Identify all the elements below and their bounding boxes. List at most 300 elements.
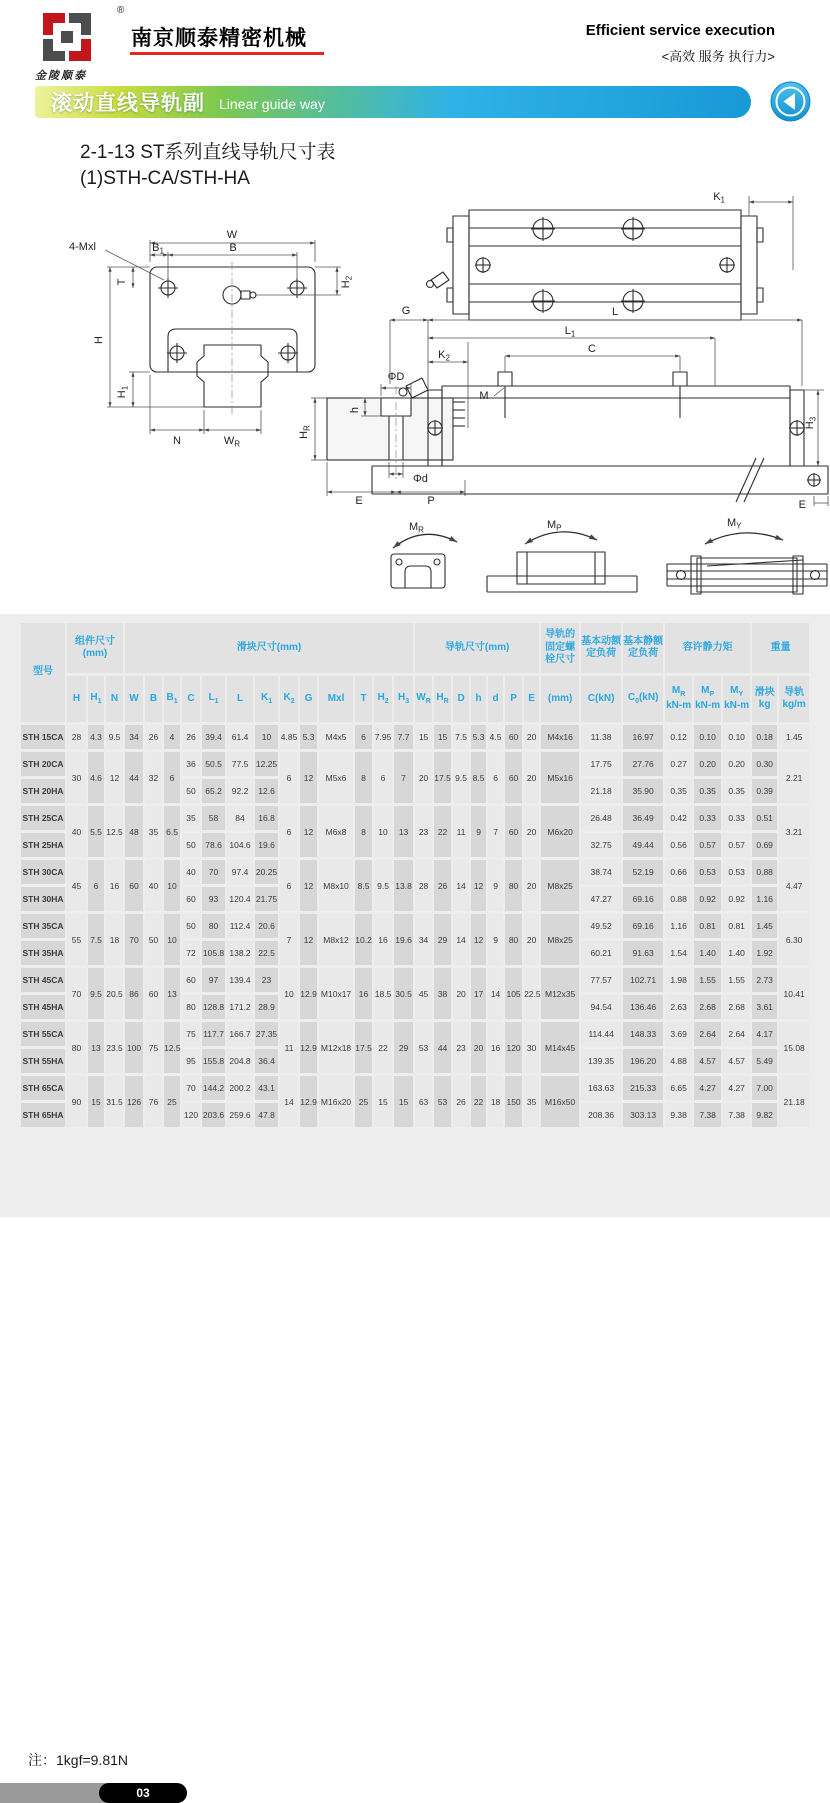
data-cell: 20 (524, 806, 539, 857)
data-cell: 26.48 (581, 806, 621, 830)
data-cell: 0.57 (694, 833, 721, 857)
column-header: $M_P$ kN-m (694, 676, 721, 722)
table-row (21, 725, 809, 749)
data-cell: 208.36 (581, 1103, 621, 1127)
data-cell: 8.5 (471, 752, 486, 803)
dim-label-k2: $K_2$ (438, 349, 450, 363)
data-cell: 0.69 (752, 833, 777, 857)
data-cell: M6x8 (319, 806, 353, 857)
data-cell: 102.71 (623, 968, 663, 992)
registered-trademark: ® (117, 5, 125, 16)
data-cell: 13.8 (394, 860, 413, 911)
data-cell: 0.53 (694, 860, 721, 884)
data-cell: 36 (182, 752, 200, 776)
data-cell: 0.27 (665, 752, 692, 776)
data-cell: 29 (394, 1022, 413, 1073)
data-cell: 126 (125, 1076, 143, 1127)
data-cell: 78.6 (202, 833, 225, 857)
data-cell: 12.5 (164, 1022, 180, 1073)
dim-label-side-e: E (798, 499, 806, 511)
column-header: N (106, 676, 123, 722)
data-cell: 117.7 (202, 1022, 225, 1046)
data-cell: 38 (434, 968, 451, 1019)
data-cell: 7 (280, 914, 298, 965)
data-cell: 10 (374, 806, 392, 857)
data-cell: 76 (145, 1076, 162, 1127)
data-cell: 80 (202, 914, 225, 938)
data-cell: 17.75 (581, 752, 621, 776)
data-cell: 14 (453, 860, 469, 911)
data-cell: 5.3 (300, 725, 317, 749)
data-cell: 150 (505, 1076, 522, 1127)
model-cell: STH 55CA (21, 1022, 65, 1046)
data-cell: 23 (453, 1022, 469, 1073)
column-group-header: 组件尺寸(mm) (67, 623, 123, 673)
data-cell: M8x10 (319, 860, 353, 911)
data-cell: 0.66 (665, 860, 692, 884)
data-cell: 4.27 (723, 1076, 750, 1100)
data-cell: 3.69 (665, 1022, 692, 1046)
moment-label-mr: $M_R$ (409, 521, 424, 535)
column-header: E (524, 676, 539, 722)
table-body (21, 725, 809, 1127)
data-cell: 120.4 (227, 887, 253, 911)
data-cell: 47.27 (581, 887, 621, 911)
data-cell: 91.63 (623, 941, 663, 965)
side-view-drawing (370, 298, 830, 510)
data-cell: 4.88 (665, 1049, 692, 1073)
data-cell: 38.74 (581, 860, 621, 884)
data-cell: 6 (280, 860, 298, 911)
data-cell: 0.42 (665, 806, 692, 830)
column-group-header: 导轨尺寸(mm) (415, 623, 539, 673)
data-cell: 105 (505, 968, 522, 1019)
page-number: 03 (99, 1783, 187, 1803)
data-cell: 22 (471, 1076, 486, 1127)
data-cell: 0.35 (694, 779, 721, 803)
data-cell: M8x25 (541, 914, 579, 965)
table-header (21, 623, 809, 722)
data-cell: 16.97 (623, 725, 663, 749)
data-cell: 0.10 (723, 725, 750, 749)
column-group-header: 容许静力矩 (665, 623, 750, 673)
data-cell: 0.56 (665, 833, 692, 857)
dimension-table (19, 620, 811, 1130)
data-cell: 80 (505, 914, 522, 965)
data-cell: M5x6 (319, 752, 353, 803)
data-cell: 4.27 (694, 1076, 721, 1100)
data-cell: 171.2 (227, 995, 253, 1019)
data-cell: 11 (453, 806, 469, 857)
data-cell: 50 (145, 914, 162, 965)
data-cell: 70 (67, 968, 86, 1019)
data-cell: 1.55 (694, 968, 721, 992)
data-cell: 144.2 (202, 1076, 225, 1100)
data-cell: 36.4 (255, 1049, 278, 1073)
data-cell: 1.40 (723, 941, 750, 965)
data-cell: 93 (202, 887, 225, 911)
dim-label-m: M (479, 390, 489, 402)
data-cell: 105.8 (202, 941, 225, 965)
data-cell: 8 (355, 806, 372, 857)
data-cell: 104.6 (227, 833, 253, 857)
model-cell: STH 65HA (21, 1103, 65, 1127)
column-group-header: 重量 (752, 623, 809, 673)
data-cell: 25 (164, 1076, 180, 1127)
company-name: 南京顺泰精密机械 (131, 27, 307, 50)
model-cell: STH 20HA (21, 779, 65, 803)
data-cell: 77.5 (227, 752, 253, 776)
dim-label-h: H (93, 336, 105, 344)
column-header: $W_R$ (415, 676, 432, 722)
data-cell: 15.08 (779, 1022, 809, 1073)
data-cell: 65.2 (202, 779, 225, 803)
data-cell: 0.53 (723, 860, 750, 884)
data-cell: 30 (524, 1022, 539, 1073)
data-cell: 97.4 (227, 860, 253, 884)
data-cell: 28 (67, 725, 86, 749)
data-cell: 26 (182, 725, 200, 749)
data-cell: 12 (300, 752, 317, 803)
dim-label-h3: $H_3$ (804, 416, 818, 430)
data-cell: 15 (394, 1076, 413, 1127)
data-cell: 139.4 (227, 968, 253, 992)
data-cell: 2.21 (779, 752, 809, 803)
data-cell: 29 (434, 914, 451, 965)
model-cell: STH 25CA (21, 806, 65, 830)
data-cell: 12 (300, 914, 317, 965)
data-cell: 69.16 (623, 914, 663, 938)
data-cell: 60 (505, 752, 522, 803)
data-cell: 35.90 (623, 779, 663, 803)
data-cell: M16x20 (319, 1076, 353, 1127)
dim-label-phiD: ΦD (387, 371, 405, 383)
table-row (21, 1076, 809, 1100)
data-cell: 0.33 (723, 806, 750, 830)
data-cell: 10 (164, 860, 180, 911)
data-cell: 6 (355, 725, 372, 749)
data-cell: 139.35 (581, 1049, 621, 1073)
dim-label-p: P (427, 495, 435, 507)
data-cell: 4.57 (723, 1049, 750, 1073)
data-cell: 7.00 (752, 1076, 777, 1100)
data-cell: 9.38 (665, 1103, 692, 1127)
data-cell: 10 (280, 968, 298, 1019)
data-cell: 9 (488, 860, 503, 911)
data-cell: 0.18 (752, 725, 777, 749)
data-cell: 7.5 (88, 914, 104, 965)
column-group-header: 型号 (21, 623, 65, 722)
data-cell: 12.25 (255, 752, 278, 776)
dim-label-rail-e: E (355, 495, 363, 507)
data-cell: 1.54 (665, 941, 692, 965)
model-cell: STH 30CA (21, 860, 65, 884)
data-cell: 6 (88, 860, 104, 911)
data-cell: 35 (145, 806, 162, 857)
data-cell: 9 (471, 806, 486, 857)
data-cell: 49.52 (581, 914, 621, 938)
model-cell: STH 15CA (21, 725, 65, 749)
data-cell: 155.8 (202, 1049, 225, 1073)
data-cell: 70 (125, 914, 143, 965)
data-cell: 1.55 (723, 968, 750, 992)
data-cell: 20 (524, 914, 539, 965)
dim-label-hr: $H_R$ (298, 425, 312, 439)
data-cell: 21.75 (255, 887, 278, 911)
data-cell: 0.20 (723, 752, 750, 776)
model-cell: STH 45HA (21, 995, 65, 1019)
data-cell: 10.41 (779, 968, 809, 1019)
data-cell: 80 (67, 1022, 86, 1073)
data-cell: 9.5 (106, 725, 123, 749)
column-header: G (300, 676, 317, 722)
data-cell: 0.30 (752, 752, 777, 776)
data-cell: 26 (453, 1076, 469, 1127)
data-cell: 34 (125, 725, 143, 749)
data-cell: 0.35 (665, 779, 692, 803)
data-cell: 0.39 (752, 779, 777, 803)
data-cell: 0.92 (723, 887, 750, 911)
column-group-header: 基本动额定负荷 (581, 623, 621, 673)
data-cell: M12x18 (319, 1022, 353, 1073)
data-cell: 28 (415, 860, 432, 911)
data-cell: 15 (374, 1076, 392, 1127)
data-cell: 10.2 (355, 914, 372, 965)
data-cell: 4.3 (88, 725, 104, 749)
data-cell: 94.54 (581, 995, 621, 1019)
data-cell: 7 (488, 806, 503, 857)
data-cell: 92.2 (227, 779, 253, 803)
data-cell: 204.8 (227, 1049, 253, 1073)
data-cell: M10x17 (319, 968, 353, 1019)
data-cell: 0.81 (723, 914, 750, 938)
data-cell: 12.9 (300, 968, 317, 1019)
data-cell: 43.1 (255, 1076, 278, 1100)
section-banner (35, 86, 751, 118)
data-cell: 138.2 (227, 941, 253, 965)
data-cell: 22.5 (255, 941, 278, 965)
dim-label-b1: $B_1$ (152, 242, 164, 256)
data-cell: 4.47 (779, 860, 809, 911)
data-cell: 136.46 (623, 995, 663, 1019)
data-cell: 21.18 (779, 1076, 809, 1127)
data-cell: 60 (505, 725, 522, 749)
back-button[interactable] (770, 81, 811, 122)
data-cell: 7.5 (453, 725, 469, 749)
data-cell: 9.5 (453, 752, 469, 803)
data-cell: 20.6 (255, 914, 278, 938)
data-cell: 60.21 (581, 941, 621, 965)
data-cell: 75 (145, 1022, 162, 1073)
data-cell: 86 (125, 968, 143, 1019)
model-cell: STH 65CA (21, 1076, 65, 1100)
data-cell: 70 (182, 1076, 200, 1100)
data-cell: 14 (280, 1076, 298, 1127)
data-cell: 13 (394, 806, 413, 857)
data-cell: 9.5 (374, 860, 392, 911)
data-cell: 53 (434, 1076, 451, 1127)
data-cell: 20 (524, 725, 539, 749)
dim-label-h2: $H_2$ (340, 275, 354, 289)
data-cell: 58 (202, 806, 225, 830)
data-cell: 2.68 (723, 995, 750, 1019)
moment-label-my: $M_Y$ (727, 517, 742, 531)
dimension-table-section (0, 614, 830, 1800)
data-cell: 17.5 (355, 1022, 372, 1073)
data-cell: 30.5 (394, 968, 413, 1019)
data-cell: 10 (255, 725, 278, 749)
data-cell: 8 (355, 752, 372, 803)
data-cell: 60 (125, 860, 143, 911)
dim-label-n: N (173, 435, 181, 447)
data-cell: 0.35 (723, 779, 750, 803)
column-header: C(kN) (581, 676, 621, 722)
data-cell: 6 (374, 752, 392, 803)
data-cell: 1.98 (665, 968, 692, 992)
data-cell: 6.5 (164, 806, 180, 857)
data-cell: M4x16 (541, 725, 579, 749)
data-cell: 2.73 (752, 968, 777, 992)
data-cell: 5.49 (752, 1049, 777, 1073)
banner-title-en: Linear guide way (219, 96, 325, 112)
data-cell: 50 (182, 914, 200, 938)
column-header: $C_0(kN)$ (623, 676, 663, 722)
data-cell: 22.5 (524, 968, 539, 1019)
model-cell: STH 55HA (21, 1049, 65, 1073)
data-cell: 128.8 (202, 995, 225, 1019)
data-cell: 60 (182, 887, 200, 911)
data-cell: 1.16 (665, 914, 692, 938)
column-header: $M_Y$ kN-m (723, 676, 750, 722)
page-title: 2-1-13 ST系列直线导轨尺寸表 (80, 142, 336, 163)
dim-label-hole-h: h (349, 406, 361, 414)
table-row (21, 914, 809, 938)
column-header: T (355, 676, 372, 722)
data-cell: 34 (415, 914, 432, 965)
column-header: $M_R$ kN-m (665, 676, 692, 722)
data-cell: 11 (280, 1022, 298, 1073)
column-header: $H_R$ (434, 676, 451, 722)
data-cell: 9 (488, 914, 503, 965)
column-header: $L_1$ (202, 676, 225, 722)
data-cell: 7.38 (723, 1103, 750, 1127)
dim-label-4mxl: 4-Mxl (69, 241, 96, 253)
data-cell: 12 (300, 860, 317, 911)
data-cell: 3.21 (779, 806, 809, 857)
table-row (21, 1022, 809, 1046)
data-cell: 44 (125, 752, 143, 803)
data-cell: M8x25 (541, 860, 579, 911)
data-cell: 19.6 (255, 833, 278, 857)
data-cell: 13 (164, 968, 180, 1019)
data-cell: 69.16 (623, 887, 663, 911)
data-cell: 27.76 (623, 752, 663, 776)
data-cell: M5x16 (541, 752, 579, 803)
column-header: 滑块 kg (752, 676, 777, 722)
table-row (21, 860, 809, 884)
dim-label-w: W (226, 229, 238, 241)
data-cell: 12 (106, 752, 123, 803)
data-cell: 16 (355, 968, 372, 1019)
data-cell: 20 (524, 752, 539, 803)
data-cell: 47.8 (255, 1103, 278, 1127)
data-cell: 60 (505, 806, 522, 857)
data-cell: 80 (182, 995, 200, 1019)
data-cell: 120 (505, 1022, 522, 1073)
data-cell: 2.63 (665, 995, 692, 1019)
data-cell: 20.25 (255, 860, 278, 884)
data-cell: 148.33 (623, 1022, 663, 1046)
data-cell: 50 (182, 779, 200, 803)
dim-label-c: C (588, 343, 596, 355)
data-cell: 0.12 (665, 725, 692, 749)
data-cell: 39.4 (202, 725, 225, 749)
data-cell: 6 (164, 752, 180, 803)
data-cell: 16.8 (255, 806, 278, 830)
data-cell: 7 (394, 752, 413, 803)
column-group-header: 滑块尺寸(mm) (125, 623, 413, 673)
data-cell: 48 (125, 806, 143, 857)
data-cell: 1.45 (752, 914, 777, 938)
column-header: C (182, 676, 200, 722)
data-cell: 203.6 (202, 1103, 225, 1127)
data-cell: 9.5 (88, 968, 104, 1019)
data-cell: 4.57 (694, 1049, 721, 1073)
column-header: $B_1$ (164, 676, 180, 722)
data-cell: M16x50 (541, 1076, 579, 1127)
data-cell: 20 (524, 860, 539, 911)
data-cell: 15 (434, 725, 451, 749)
data-cell: 20 (453, 968, 469, 1019)
column-header: h (471, 676, 486, 722)
column-header: d (488, 676, 503, 722)
column-header: L (227, 676, 253, 722)
data-cell: 61.4 (227, 725, 253, 749)
data-cell: 259.6 (227, 1103, 253, 1127)
data-cell: 18 (488, 1076, 503, 1127)
data-cell: 26 (145, 725, 162, 749)
data-cell: 4.5 (488, 725, 503, 749)
data-cell: 77.57 (581, 968, 621, 992)
data-cell: 52.19 (623, 860, 663, 884)
data-cell: 6 (280, 806, 298, 857)
data-cell: 20 (415, 752, 432, 803)
data-cell: 40 (67, 806, 86, 857)
data-cell: 11.38 (581, 725, 621, 749)
data-cell: 196.20 (623, 1049, 663, 1073)
data-cell: 27.35 (255, 1022, 278, 1046)
data-cell: M14x45 (541, 1022, 579, 1073)
data-cell: 2.64 (723, 1022, 750, 1046)
dim-label-k1: $K_1$ (713, 191, 725, 205)
data-cell: 23 (255, 968, 278, 992)
column-header: $H_2$ (374, 676, 392, 722)
column-header: $H_1$ (88, 676, 104, 722)
data-cell: M8x12 (319, 914, 353, 965)
column-header: (mm) (541, 676, 579, 722)
data-cell: 6.30 (779, 914, 809, 965)
data-cell: 23.5 (106, 1022, 123, 1073)
dim-label-l1: $L_1$ (564, 325, 576, 339)
table-row (21, 806, 809, 830)
company-underline (130, 52, 324, 55)
data-cell: 49.44 (623, 833, 663, 857)
data-cell: 0.33 (694, 806, 721, 830)
data-cell: 32.75 (581, 833, 621, 857)
data-cell: 90 (67, 1076, 86, 1127)
data-cell: 6 (280, 752, 298, 803)
data-cell: 4 (164, 725, 180, 749)
